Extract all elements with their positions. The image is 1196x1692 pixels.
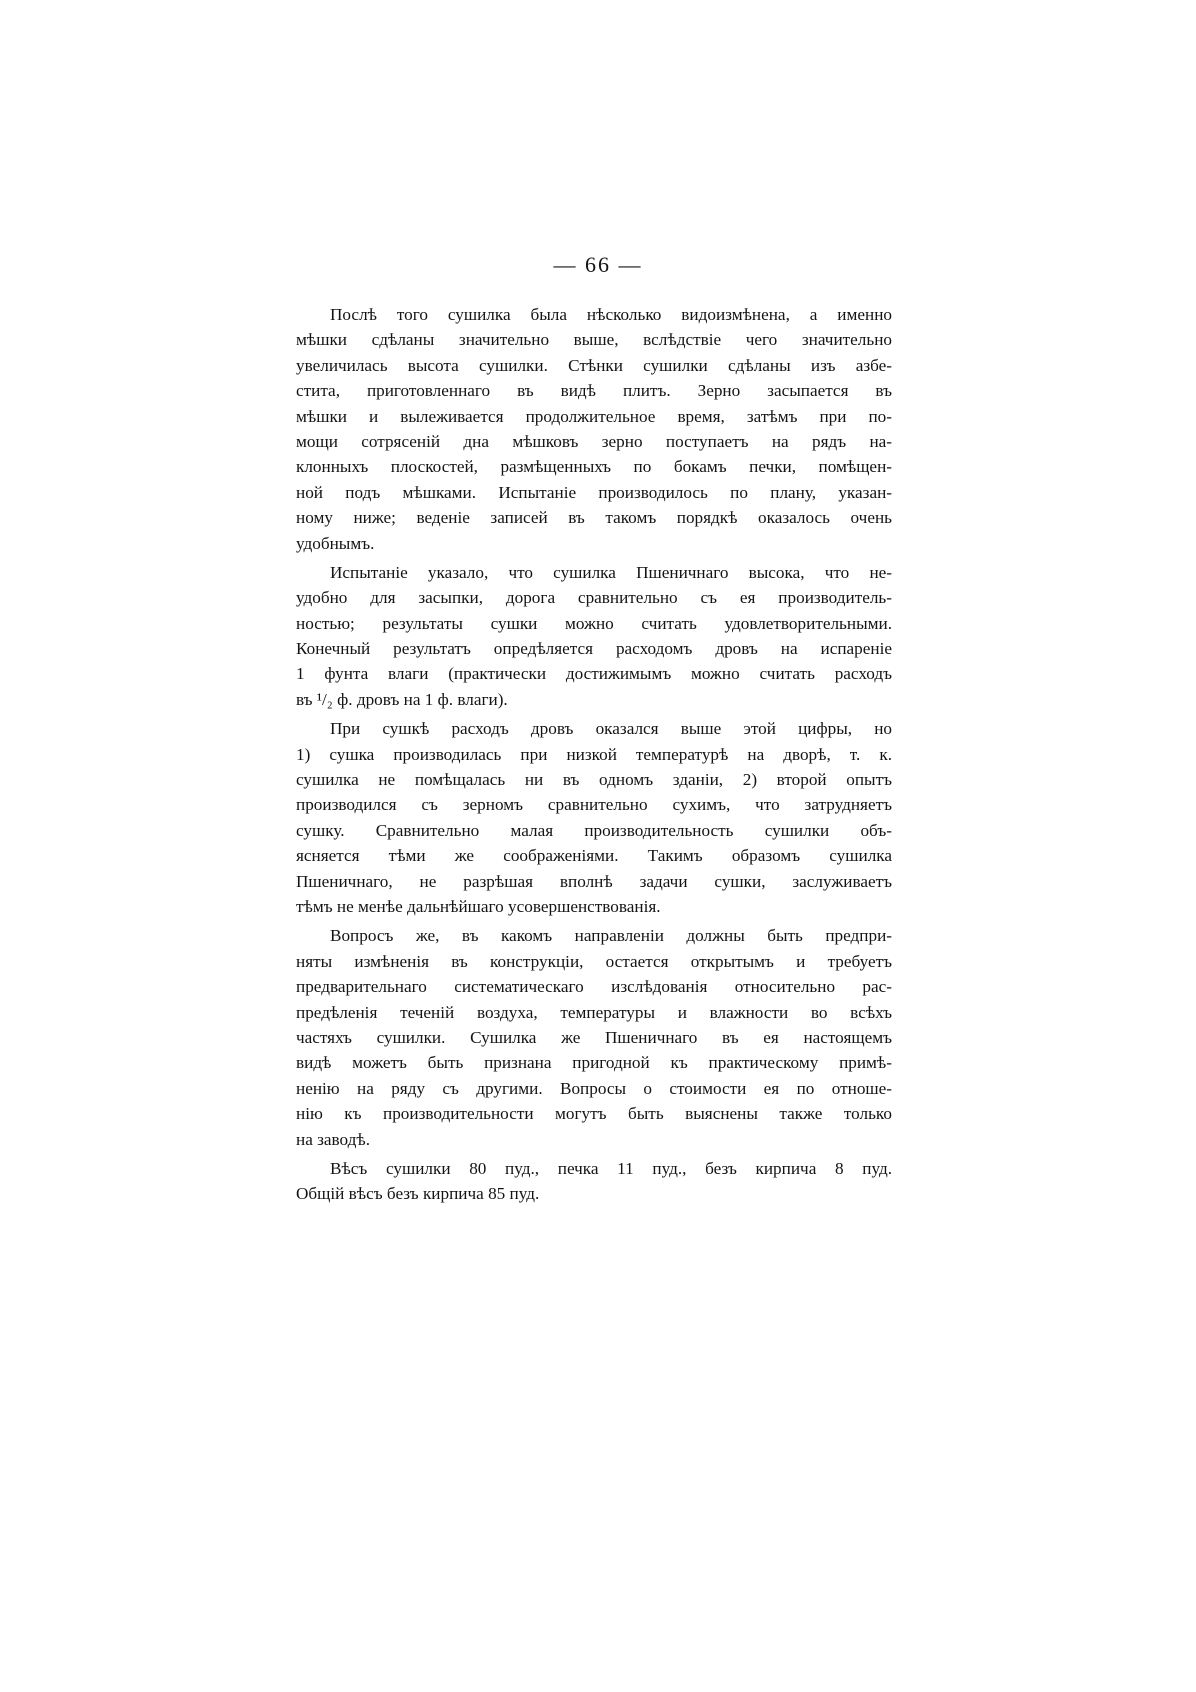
text-line: предѣленія теченій воздуха, температуры и влажности во всѣхъ bbox=[296, 1002, 892, 1022]
text-line: предварительнаго систематическаго изслѣдованія относительно рас- bbox=[296, 977, 892, 997]
text-line: Испытаніе указало, что сушилка Пшеничнаго высока, что не- bbox=[330, 562, 892, 582]
text-line: ному ниже; веденіе записей въ такомъ порядкѣ оказалось очень bbox=[296, 508, 892, 528]
paragraph-5 bbox=[296, 1156, 892, 1207]
text-line: нію къ производительности могутъ быть выяснены также только bbox=[296, 1104, 892, 1124]
text-line: ностью; результаты сушки можно считать удовлетворительными. bbox=[296, 613, 892, 633]
paragraph-1 bbox=[296, 302, 892, 556]
text-line: мѣшки сдѣланы значительно выше, вслѣдствіе чего значительно bbox=[296, 330, 892, 350]
text-line: видѣ можетъ быть признана пригодной къ практическому примѣ- bbox=[296, 1053, 892, 1073]
text-line: мощи сотрясеній дна мѣшковъ зерно поступаетъ на рядъ на- bbox=[296, 431, 892, 451]
text-line: производился съ зерномъ сравнительно сухимъ, что затрудняетъ bbox=[296, 795, 892, 815]
text-line: увеличилась высота сушилки. Стѣнки сушилки сдѣланы изъ азбе- bbox=[296, 355, 892, 375]
text-line: ной подъ мѣшками. Испытаніе производилось по плану, указан- bbox=[296, 482, 892, 502]
text-line: мѣшки и вылеживается продолжительное время, затѣмъ при по- bbox=[296, 406, 892, 426]
text-line: Конечный результатъ опредѣляется расходомъ дровъ на испареніе bbox=[296, 639, 892, 659]
text-line: удобно для засыпки, дорога сравнительно съ ея производитель- bbox=[296, 588, 892, 608]
text-line: 1 фунта влаги (практически достижимымъ можно считать расходъ bbox=[296, 664, 892, 684]
text-line: сушку. Сравнительно малая производительность сушилки объ- bbox=[296, 820, 892, 840]
body-text bbox=[296, 302, 892, 1211]
text-line: ненію на ряду съ другими. Вопросы о стоимости ея по отноше- bbox=[296, 1078, 892, 1098]
text-line: клонныхъ плоскостей, размѣщенныхъ по бокамъ печки, помѣщен- bbox=[296, 457, 892, 477]
page-number: — 66 — bbox=[553, 252, 643, 277]
text-line: частяхъ сушилки. Сушилка же Пшеничнаго въ ея настоящемъ bbox=[296, 1027, 892, 1047]
text-line: сушилка не помѣщалась ни въ одномъ зданіи, 2) второй опытъ bbox=[296, 770, 892, 790]
text-line: 1) сушка производилась при низкой температурѣ на дворѣ, т. к. bbox=[296, 744, 892, 764]
paragraph-4 bbox=[296, 923, 892, 1152]
text-line: ясняется тѣми же соображеніями. Такимъ образомъ сушилка bbox=[296, 846, 892, 866]
paragraph-3 bbox=[296, 716, 892, 919]
text-line: няты измѣненія въ конструкціи, остается открытымъ и требуетъ bbox=[296, 951, 892, 971]
text-line: При сушкѣ расходъ дровъ оказался выше этой цифры, но bbox=[330, 719, 892, 739]
text-line: Вопросъ же, въ какомъ направленіи должны быть предпри- bbox=[330, 926, 892, 946]
text-line: удобнымъ. bbox=[296, 533, 375, 553]
text-line: Послѣ того сушилка была нѣсколько видоизмѣнена, а именно bbox=[330, 305, 892, 324]
text-line: Пшеничнаго, не разрѣшая вполнѣ задачи сушки, заслуживаетъ bbox=[296, 871, 892, 891]
text-line: на заводѣ. bbox=[296, 1129, 371, 1149]
text-line: стита, приготовленнаго въ видѣ плитъ. Зерно засыпается въ bbox=[296, 381, 892, 401]
text-line: въ ¹/₂ ф. дровъ на 1 ф. влаги). bbox=[296, 689, 508, 709]
text-line: Вѣсъ сушилки 80 пуд., печка 11 пуд., безъ кирпича 8 пуд. bbox=[330, 1158, 892, 1178]
text-line: Общій вѣсъ безъ кирпича 85 пуд. bbox=[296, 1184, 540, 1204]
text-line: тѣмъ не менѣе дальнѣйшаго усовершенствованія. bbox=[296, 896, 661, 916]
paragraph-2 bbox=[296, 560, 892, 712]
